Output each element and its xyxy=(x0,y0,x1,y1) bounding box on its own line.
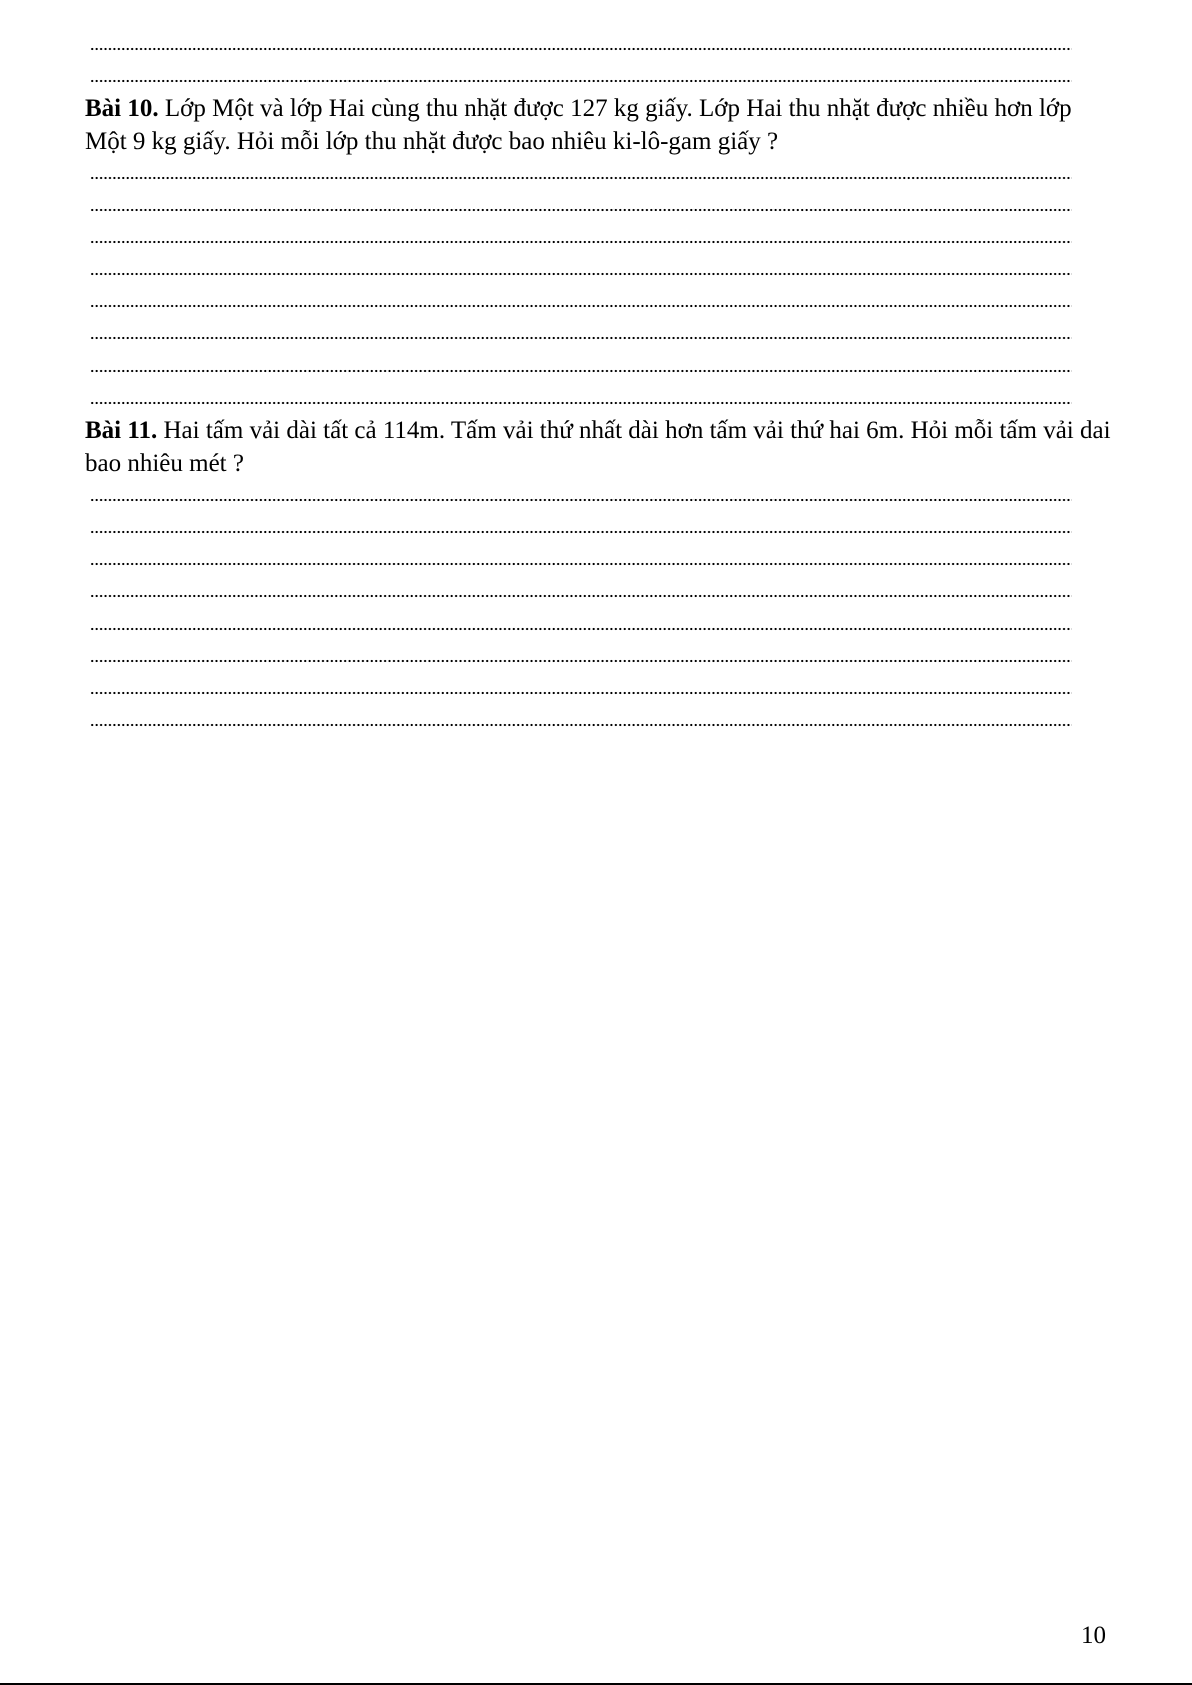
problem-11 xyxy=(85,414,1115,480)
answer-line xyxy=(90,691,1072,695)
answer-line xyxy=(90,594,1072,598)
answer-line xyxy=(90,240,1072,244)
problem-10 xyxy=(85,92,1115,158)
answer-line xyxy=(90,369,1072,373)
problem-10-text: Lớp Một và lớp Hai cùng thu nhặt được 127 kg giấy. Lớp Hai thu nhặt được nhiều hơn lớp Một 9 kg giấy. Hỏi mỗi lớp thu nhặt được bao nhiêu ki-lô-gam giấy ? xyxy=(85,95,1072,155)
answer-line xyxy=(90,47,1072,51)
answer-line xyxy=(90,659,1072,663)
answer-line xyxy=(90,401,1072,405)
answer-line xyxy=(90,530,1072,534)
answer-line xyxy=(90,723,1072,727)
page-number: 10 xyxy=(1081,1622,1106,1649)
answer-line xyxy=(90,627,1072,631)
answer-line xyxy=(90,176,1072,180)
problem-11-text: Hai tấm vải dài tất cả 114m. Tấm vải thứ nhất dài hơn tấm vải thứ hai 6m. Hỏi mỗi tấm vải dai bao nhiêu mét ? xyxy=(85,417,1111,477)
answer-line xyxy=(90,304,1072,308)
answer-line xyxy=(90,79,1072,83)
problem-11-label: Bài 11. xyxy=(85,417,158,444)
problem-10-label: Bài 10. xyxy=(85,95,159,122)
answer-line xyxy=(90,498,1072,502)
answer-line xyxy=(90,272,1072,276)
answer-line xyxy=(90,336,1072,340)
answer-line xyxy=(90,562,1072,566)
answer-line xyxy=(90,208,1072,212)
